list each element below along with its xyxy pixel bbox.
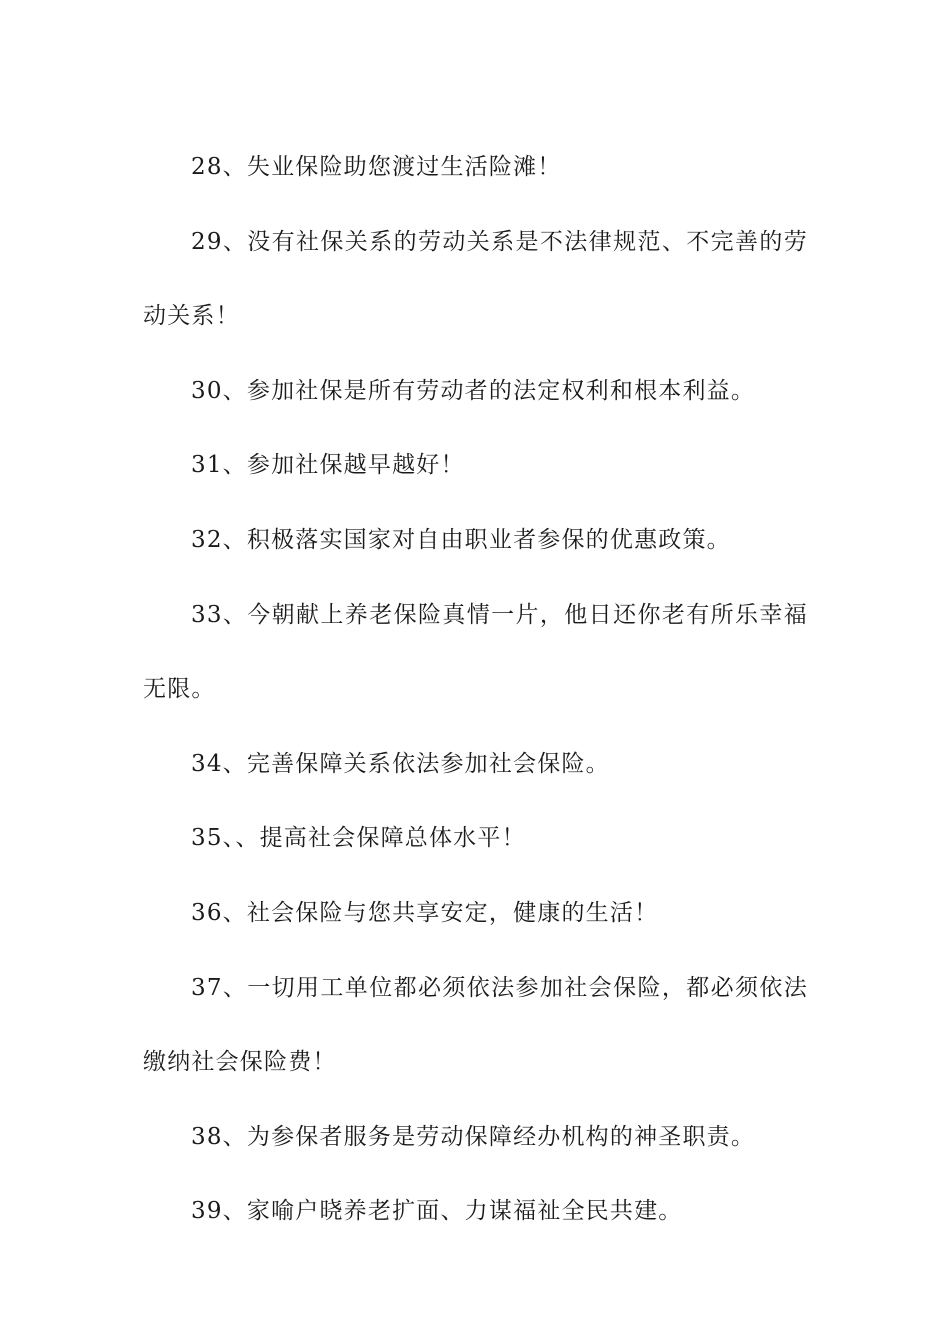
paragraph-30: 30、参加社保是所有劳动者的法定权利和根本利益。 [191, 377, 756, 404]
paragraph-37: 37、一切用工单位都必须依法参加社会保险，都必须依法缴纳社会保险费！ [143, 974, 808, 1076]
paragraph-28: 28、失业保险助您渡过生活险滩！ [191, 154, 562, 180]
paragraph-32: 32、积极落实国家对自由职业者参保的优惠政策。 [191, 526, 731, 553]
document-body [143, 130, 808, 1249]
paragraph-33: 33、今朝献上养老保险真情一片，他日还你老有所乐幸福无限。 [143, 601, 808, 703]
paragraph-39: 39、家喻户晓养老扩面、力谋福祉全民共建。 [191, 1198, 683, 1225]
paragraph-31: 31、参加社保越早越好！ [191, 452, 465, 479]
paragraph-36: 36、社会保险与您共享安定，健康的生活！ [191, 899, 659, 926]
paragraph-29: 29、没有社保关系的劳动关系是不法律规范、不完善的劳动关系！ [143, 228, 808, 330]
paragraph-34: 34、完善保障关系依法参加社会保险。 [191, 750, 610, 777]
paragraph-38: 38、为参保者服务是劳动保障经办机构的神圣职责。 [191, 1123, 756, 1150]
paragraph-35: 35、、提高社会保障总体水平！ [191, 825, 526, 852]
